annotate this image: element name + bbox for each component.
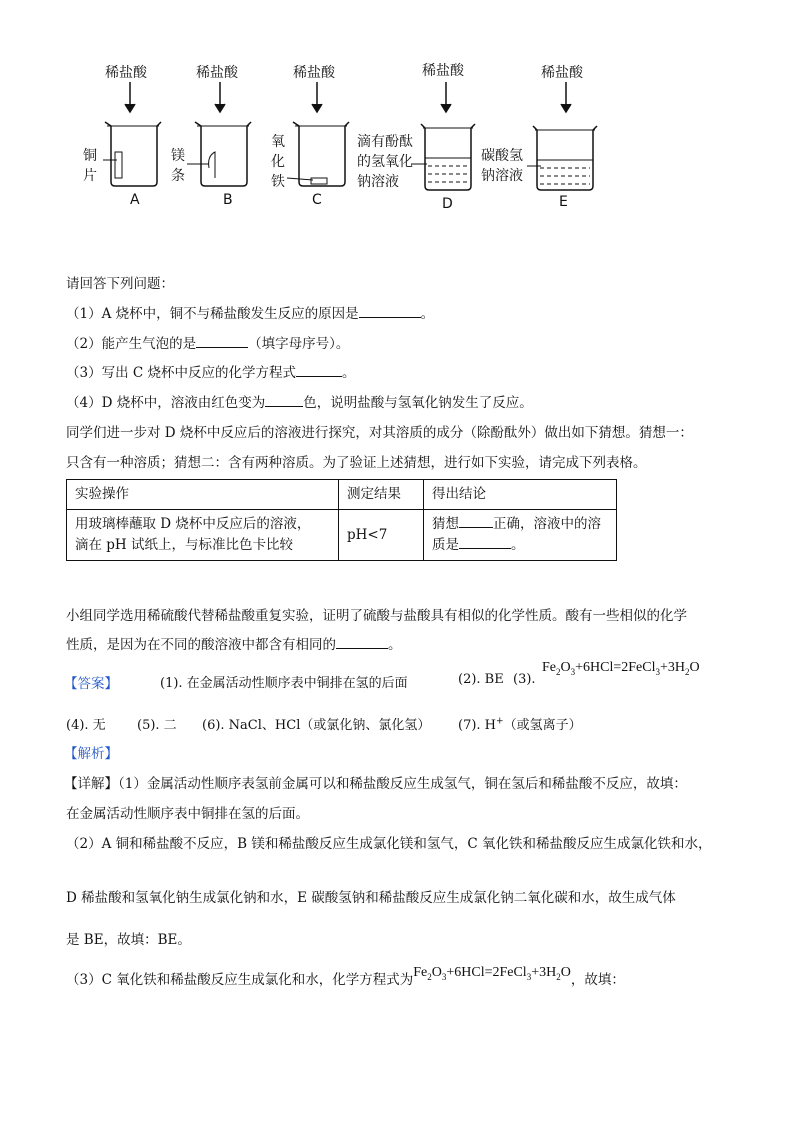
detail-2-line-2: D 稀盐酸和氢氧化钠生成氯化钠和水，E 碳酸氢钠和稀盐酸反应生成氯化钠二氧化碳和水，故生成气体 <box>66 890 676 906</box>
question-2: （2）能产生气泡的是 （填字母序号）。 <box>66 336 350 352</box>
beaker-e-label: 碳酸氢 钠溶液 <box>481 148 523 184</box>
acid-label-b: 稀盐酸 <box>196 65 238 81</box>
detail-2-line-1: （2）A 铜和稀盐酸不反应，B 镁和稀盐酸反应生成氯化镁和氢气，C 氧化铁和稀盐酸反应生成氯化铁和水， <box>66 836 712 852</box>
header-operation: 实验操作 <box>67 480 339 510</box>
acid-label-a: 稀盐酸 <box>105 65 147 81</box>
question-3: （3）写出 C 烧杯中反应的化学方程式 。 <box>66 365 356 381</box>
answer-formula: $Fe_2O_3+6HCl=2FeCl_3+3H_2O$ <box>542 660 700 677</box>
detail-1-line-1: 【详解】（1）金属活动性顺序表氢前金属可以和稀盐酸反应生成氢气，铜在氢后和稀盐酸不反应，故填： <box>64 776 687 792</box>
beaker-diagram <box>75 60 605 220</box>
header-result: 测定结果 <box>339 480 424 510</box>
table-row <box>67 510 617 561</box>
beaker-c-label: 氧 化 铁 <box>271 134 285 190</box>
paragraph-1-line-1: 同学们进一步对 D 烧杯中反应后的溶液进行探究，对其溶质的成分（除酚酞外）做出如下猜想。猜想一： <box>66 425 693 441</box>
beaker-b-letter: B <box>223 192 233 208</box>
detail-3-line-1: （3）C 氧化铁和稀盐酸反应生成氯化和水，化学方程式为$Fe_2O_3+6HCl=2FeCl_3+3H_2O$，故填： <box>66 965 625 988</box>
detail-2-line-3: 是 BE，故填：BE。 <box>66 932 191 948</box>
beaker-d-label: 滴有酚酞 的氢氧化 钠溶液 <box>357 134 413 190</box>
answer-3: (3). <box>513 672 536 687</box>
beaker-a-letter: A <box>130 192 140 208</box>
paragraph-2-line-2: 性质，是因为在不同的酸溶液中都含有相同的 。 <box>66 637 402 653</box>
question-1: （1）A 烧杯中，铜不与稀盐酸发生反应的原因是 。 <box>66 306 435 322</box>
answer-4: (4). 无 <box>66 718 106 733</box>
beaker-e-letter: E <box>559 194 568 210</box>
answer-7: (7). H+（或氢离子） <box>458 716 582 733</box>
question-4: （4）D 烧杯中，溶液由红色变为 色，说明盐酸与氢氧化钠发生了反应。 <box>66 395 533 411</box>
paragraph-1-line-2: 只含有一种溶质；猜想二：含有两种溶质。为了验证上述猜想，进行如下实验，请完成下列表格。 <box>66 455 647 471</box>
analysis-tag: 【解析】 <box>64 746 118 762</box>
detail-formula: $Fe_2O_3+6HCl=2FeCl_3+3H_2O$ <box>413 965 571 982</box>
acid-label-e: 稀盐酸 <box>541 65 583 81</box>
beaker-d-letter: D <box>442 196 453 212</box>
beaker-a-label: 铜 片 <box>83 148 97 184</box>
cell-result: pH<7 <box>339 510 424 561</box>
answer-1: (1). 在金属活动性顺序表中铜排在氢的后面 <box>160 676 408 691</box>
answer-6: (6). NaCl、HCl（或氯化钠、氯化氢） <box>202 718 431 733</box>
answer-2: (2). BE <box>458 672 504 687</box>
beaker-b-label: 镁 条 <box>171 148 185 184</box>
paragraph-2-line-1: 小组同学选用稀硫酸代替稀盐酸重复实验，证明了硫酸与盐酸具有相似的化学性质。酸有一些相似的化学 <box>66 608 687 624</box>
acid-label-c: 稀盐酸 <box>293 65 335 81</box>
beaker-c-letter: C <box>312 192 322 208</box>
question-intro: 请回答下列问题： <box>66 276 174 292</box>
answer-tag: 【答案】 <box>64 676 118 692</box>
acid-label-d: 稀盐酸 <box>422 63 464 79</box>
answer-5: (5). 二 <box>137 718 177 733</box>
header-conclusion: 得出结论 <box>424 480 617 510</box>
cell-conclusion: 猜想 正确，溶液中的溶 质是 。 <box>424 510 617 561</box>
table-header-row <box>67 480 617 510</box>
experiment-table <box>66 479 617 561</box>
detail-1-line-2: 在金属活动性顺序表中铜排在氢的后面。 <box>66 806 309 822</box>
beaker-figure <box>75 60 605 220</box>
cell-operation: 用玻璃棒蘸取 D 烧杯中反应后的溶液， 滴在 pH 试纸上，与标准比色卡比较 <box>67 510 339 561</box>
